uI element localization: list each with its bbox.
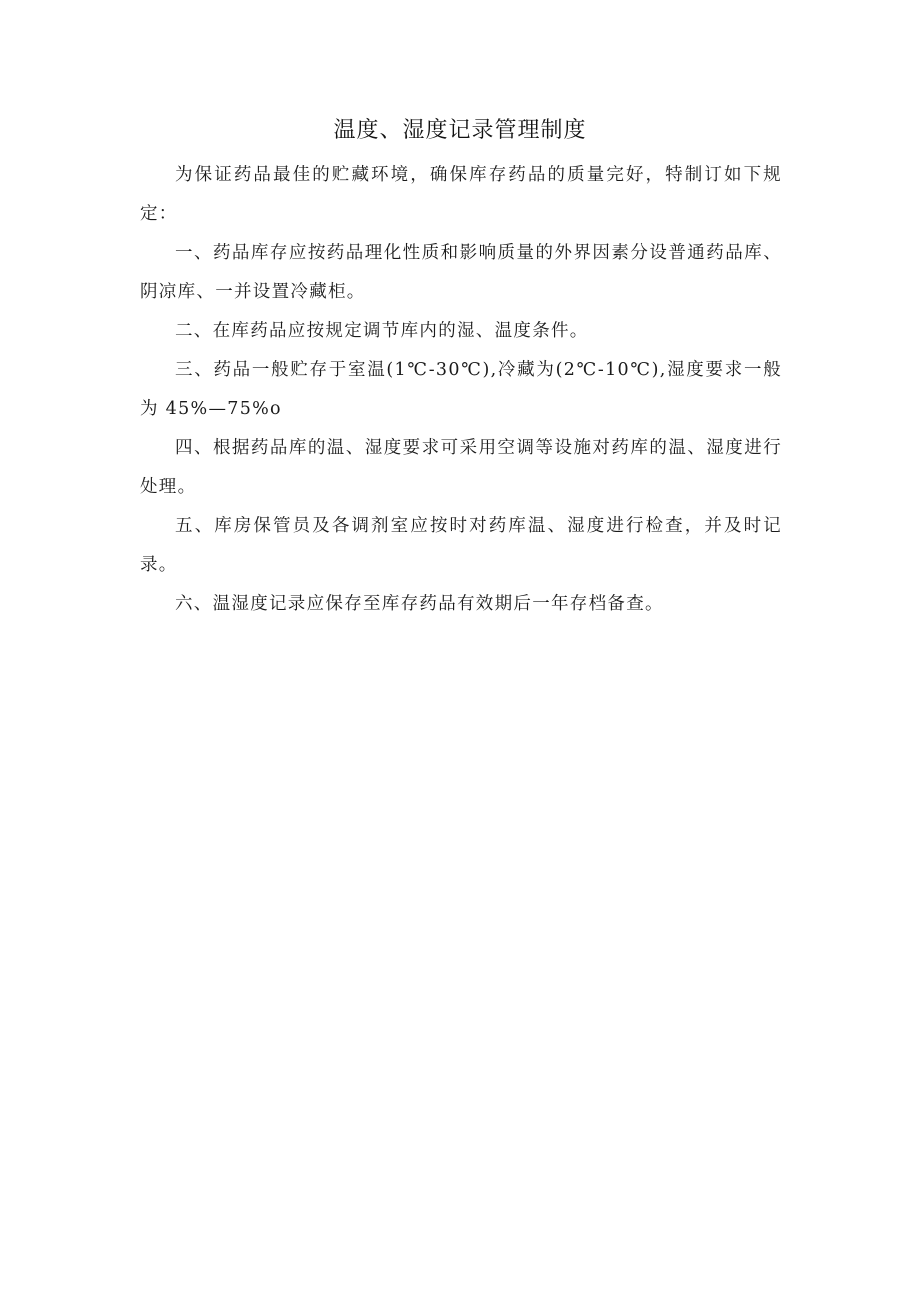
rule-3-paragraph: 三、药品一般贮存于室温(1℃-30℃),冷藏为(2℃-10℃),湿度要求一般为 45%—75%o [140,360,782,419]
rule-1-paragraph: 一、药品库存应按药品理化性质和影响质量的外界因素分设普通药品库、阴凉库、一并设置冷藏柜。 [140,243,782,302]
rule-5-paragraph: 五、库房保管员及各调剂室应按时对药库温、湿度进行检查，并及时记录。 [140,516,782,575]
intro-paragraph: 为保证药品最佳的贮藏环境，确保库存药品的质量完好，特制订如下规定： [140,165,782,224]
rule-2-paragraph: 二、在库药品应按规定调节库内的湿、温度条件。 [175,321,589,341]
rule-4-paragraph: 四、根据药品库的温、湿度要求可采用空调等设施对药库的温、湿度进行处理。 [140,438,782,497]
rule-6-paragraph: 六、温湿度记录应保存至库存药品有效期后一年存档备查。 [175,594,664,614]
document-title: 温度、湿度记录管理制度 [333,118,587,143]
document-body [140,156,782,624]
